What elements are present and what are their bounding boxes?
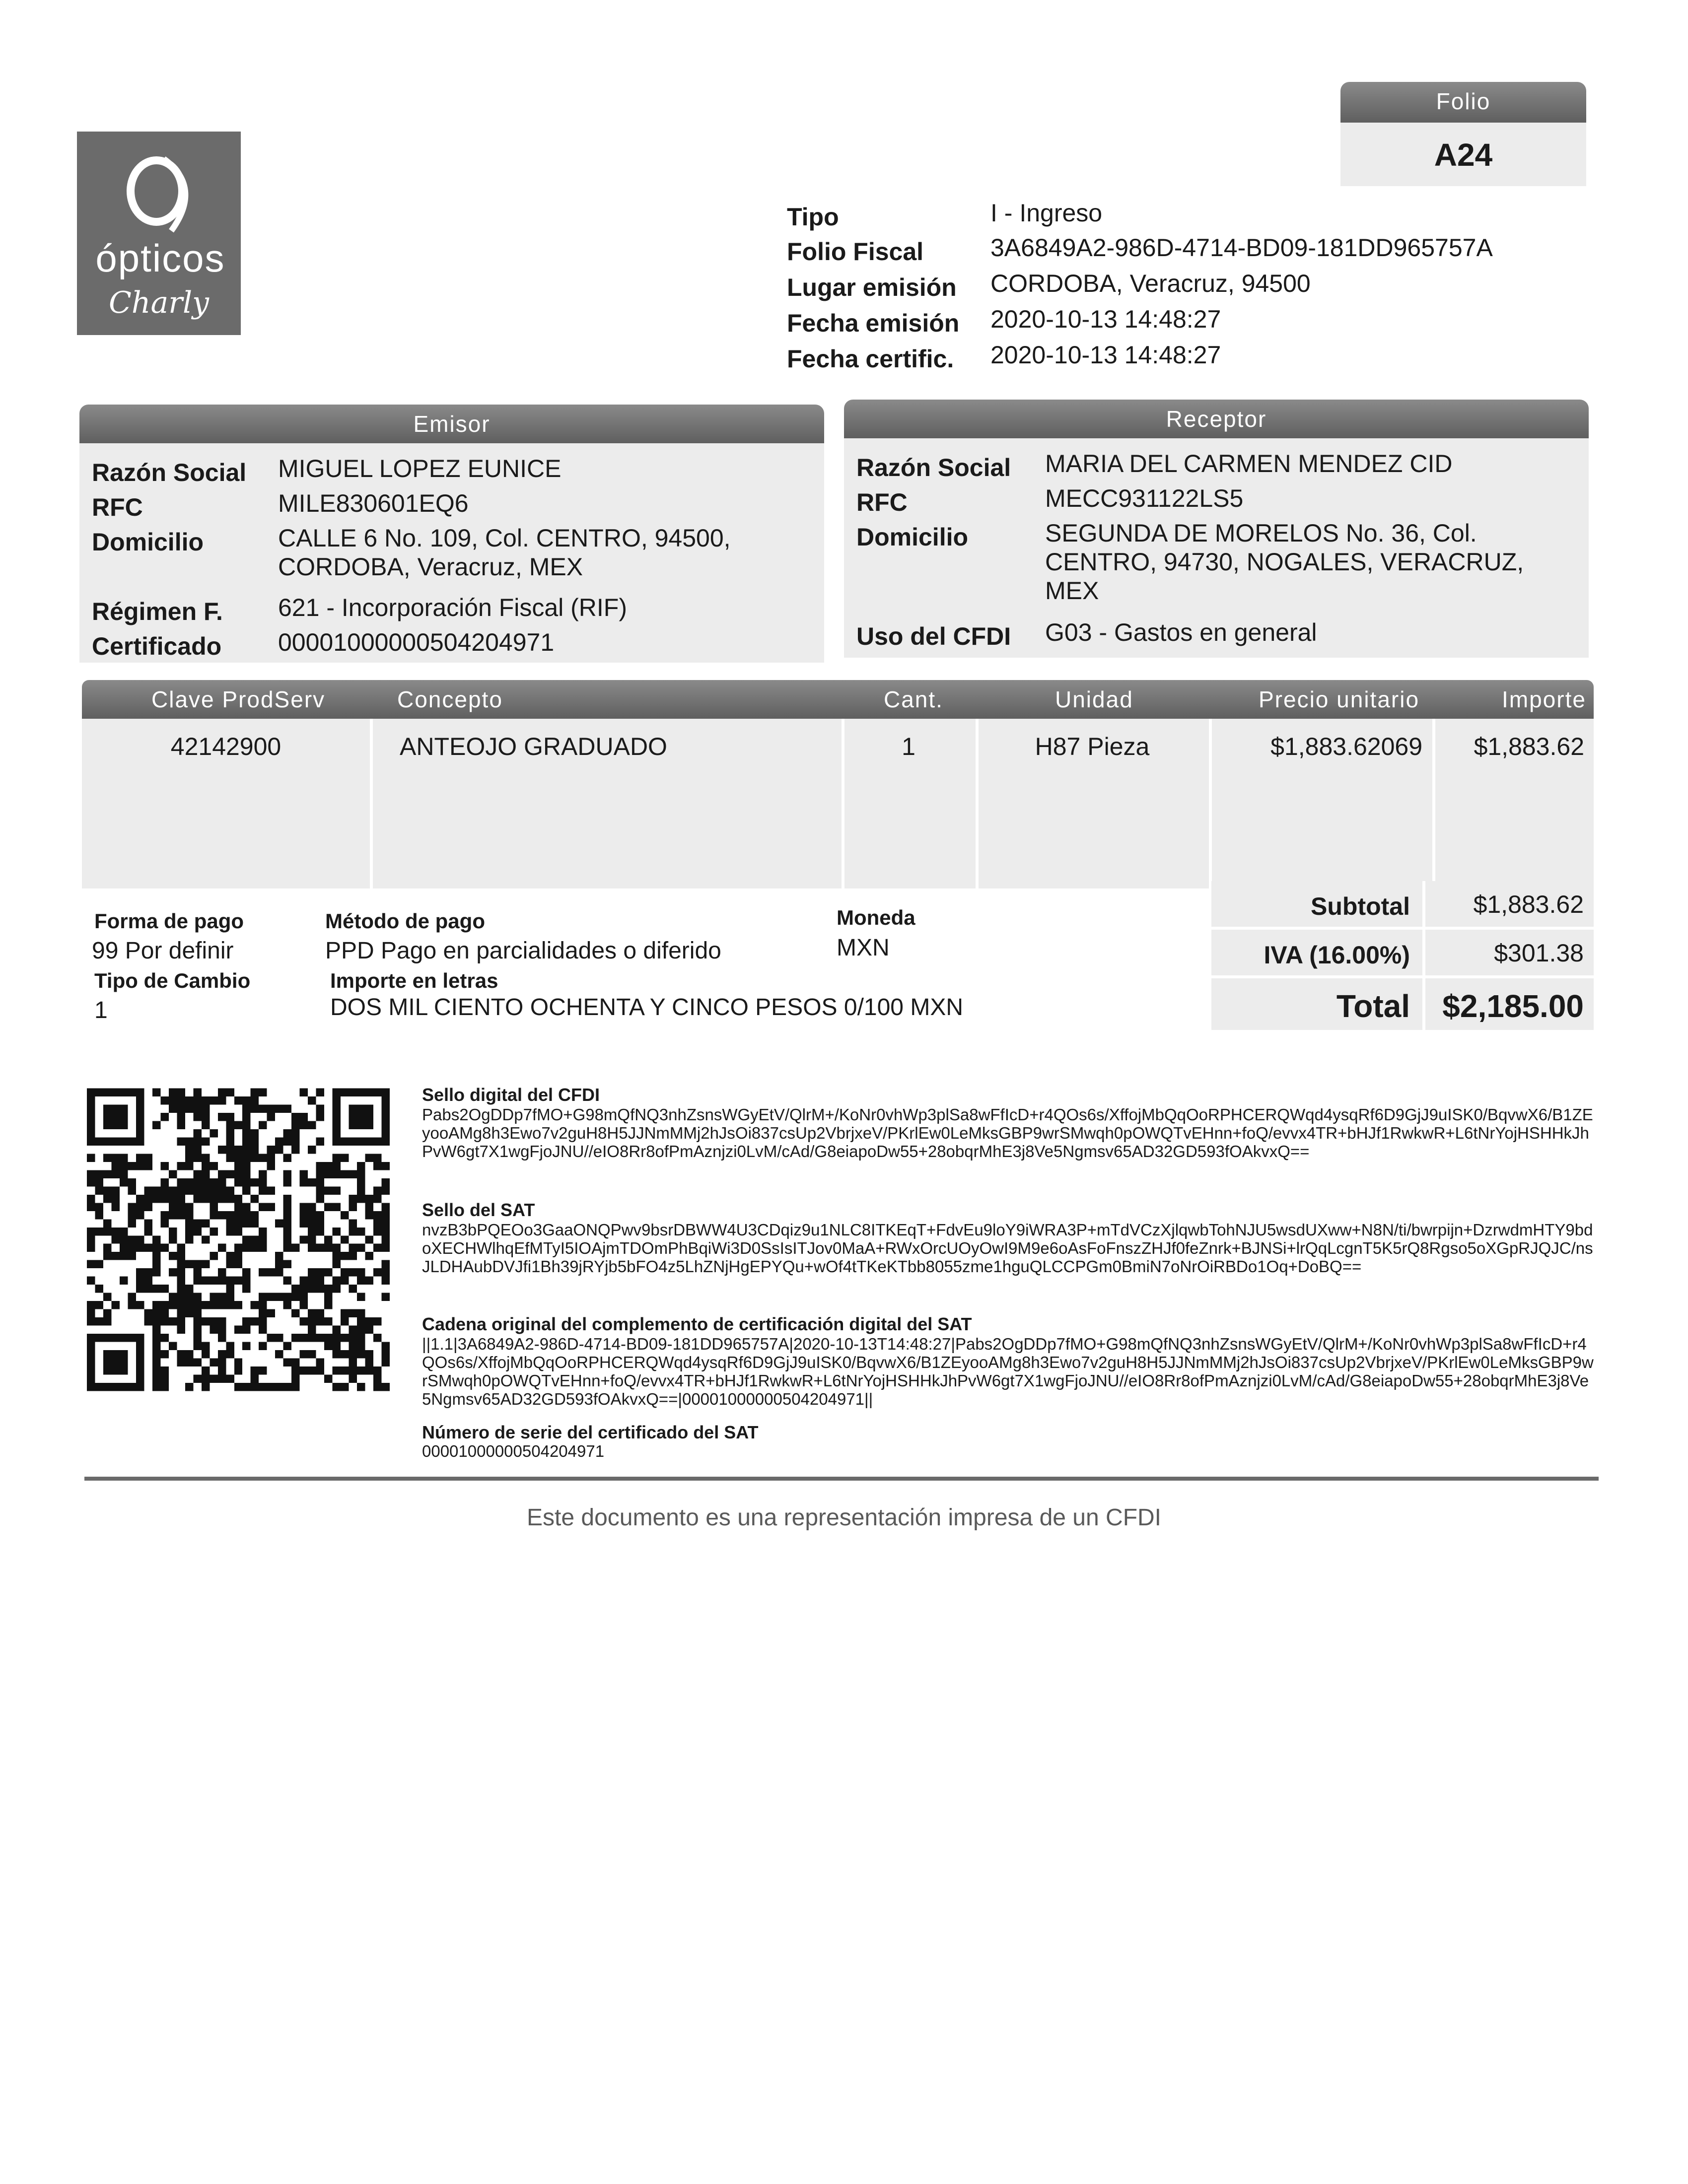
total-label: Total bbox=[1336, 988, 1410, 1024]
totals-box bbox=[1211, 881, 1594, 1030]
col-header-clave: Clave ProdServ bbox=[151, 686, 326, 712]
receptor-domicilio-value: SEGUNDA DE MORELOS No. 36, Col. CENTRO, 94730, NOGALES, VERACRUZ, MEX bbox=[1045, 519, 1524, 605]
cell-clave: 42142900 bbox=[170, 733, 281, 760]
emisor-razon-label: Razón Social bbox=[92, 459, 247, 486]
col-header-cant: Cant. bbox=[884, 686, 943, 712]
receptor-uso-cfdi-label: Uso del CFDI bbox=[856, 622, 1011, 650]
fecha-emision-value: 2020-10-13 14:48:27 bbox=[990, 305, 1221, 333]
fecha-certific-value: 2020-10-13 14:48:27 bbox=[990, 341, 1221, 369]
logo-word: ópticos bbox=[95, 236, 225, 280]
serie-certificado-value: 00001000000504204971 bbox=[422, 1442, 605, 1460]
items-table bbox=[82, 680, 1594, 888]
col-header-unidad: Unidad bbox=[1055, 686, 1133, 712]
cell-unidad: H87 Pieza bbox=[1035, 733, 1150, 760]
iva-value: $301.38 bbox=[1494, 939, 1584, 967]
emisor-certificado-value: 00001000000504204971 bbox=[278, 628, 555, 656]
metodo-pago-label: Método de pago bbox=[325, 909, 485, 933]
sello-sat-label: Sello del SAT bbox=[422, 1200, 535, 1220]
folio-fiscal-label: Folio Fiscal bbox=[787, 238, 924, 266]
emisor-regimen-value: 621 - Incorporación Fiscal (RIF) bbox=[278, 594, 628, 621]
emisor-domicilio-label: Domicilio bbox=[92, 528, 204, 556]
header-info bbox=[787, 199, 1591, 377]
sello-cfdi-label: Sello digital del CFDI bbox=[422, 1085, 600, 1105]
tipo-label: Tipo bbox=[787, 203, 839, 231]
cell-precio: $1,883.62069 bbox=[1270, 733, 1422, 760]
sello-sat-value: nvzB3bPQEOo3GaaONQPwv9bsrDBWW4U3CDqiz9u1NLC8ITKEqT+FdvEu9loY9iWRA3P+mTdVCzXjlqwbTohNJU5wsdUXww+N8N/ti/bwrpijn+DzrwdmHTY9bdoXECHWlhqEfMTyI5IOAjmTDOmPhBqiWi3D0SsIsITJov0MaA+RWxOrcUOyOwI9M9e6oAsFoFnszZHJf0feZnrk+BJNSi+lrQqLcgnT5K5rQ8Rgso5oXGpRJQJC/nsJLDHAubDVJfi1Bh39jRYjb5bFO4z5LhZNjHgEPYQu+wOf4tTKeKTbb8055zme1hguQLCCPGm0BmiN7oNrOiRBDo1Oq+DoBQ== bbox=[422, 1221, 1593, 1276]
cell-concepto: ANTEOJO GRADUADO bbox=[400, 733, 667, 760]
emisor-title: Emisor bbox=[413, 411, 491, 437]
moneda-value: MXN bbox=[837, 935, 890, 961]
emisor-domicilio-value: CALLE 6 No. 109, Col. CENTRO, 94500, CORDOBA, Veracruz, MEX bbox=[278, 524, 731, 581]
folio-label: Folio bbox=[1436, 88, 1491, 114]
sello-cfdi-value: Pabs2OgDDp7fMO+G98mQfNQ3nhZsnsWGyEtV/QlrM+/KoNr0vhWp3plSa8wFfIcD+r4QOs6s/XffojMbQqOoRPHCERQWqd4ysqRf6D9GjJ9uISK0/BqvwX6/B1ZEyooAMg8h3Ewo7v2guH8H5JJNmMMj2hJsOi837csUp2VbrjxeV/PKrlEw0LeMksGBP9wrSMwqh0pOWQTvEHnn+foQ/evvx4TR+bHJf1RwkwR+L6tNrYojHSHHkJhPvW6gt7X1wgFjoJNU//eIO8Rr8ofPmAznjzi0LvM/cAd/G8eiapoDw55+28obqrMhE3j8Ve5Ngmsv65AD32GD593fOAkvxQ== bbox=[422, 1105, 1593, 1160]
importe-letras-label: Importe en letras bbox=[330, 969, 498, 992]
tipo-value: I - Ingreso bbox=[990, 199, 1103, 227]
total-value: $2,185.00 bbox=[1442, 988, 1584, 1024]
qr-code bbox=[87, 1087, 390, 1392]
col-header-concepto: Concepto bbox=[397, 686, 503, 712]
lugar-emision-label: Lugar emisión bbox=[787, 273, 957, 301]
footer-note: Este documento es una representación impresa de un CFDI bbox=[526, 1504, 1162, 1531]
fecha-emision-label: Fecha emisión bbox=[787, 309, 960, 337]
table-row bbox=[82, 732, 1594, 767]
col-header-precio: Precio unitario bbox=[1259, 686, 1420, 712]
serie-certificado-label: Número de serie del certificado del SAT bbox=[422, 1422, 759, 1442]
folio-box bbox=[1340, 82, 1586, 186]
moneda-label: Moneda bbox=[837, 906, 915, 929]
forma-pago-label: Forma de pago bbox=[94, 909, 244, 933]
folio-value: A24 bbox=[1434, 137, 1493, 173]
iva-label: IVA (16.00%) bbox=[1264, 941, 1410, 969]
col-header-importe: Importe bbox=[1502, 686, 1586, 712]
folio-fiscal-value: 3A6849A2-986D-4714-BD09-181DD965757A bbox=[990, 234, 1493, 262]
logo-script: Charly bbox=[108, 285, 210, 320]
emisor-rfc-value: MILE830601EQ6 bbox=[278, 489, 469, 517]
receptor-razon-label: Razón Social bbox=[856, 454, 1011, 481]
cell-importe: $1,883.62 bbox=[1474, 733, 1584, 760]
receptor-rfc-value: MECC931122LS5 bbox=[1045, 484, 1244, 512]
payment-info bbox=[92, 903, 1184, 1037]
subtotal-label: Subtotal bbox=[1311, 892, 1410, 920]
receptor-title: Receptor bbox=[1166, 406, 1267, 432]
footer-divider bbox=[84, 1477, 1599, 1481]
digital-stamps bbox=[422, 1085, 1594, 1462]
company-logo bbox=[77, 132, 241, 335]
tipo-cambio-label: Tipo de Cambio bbox=[94, 969, 251, 992]
logo-mark-icon bbox=[117, 144, 201, 238]
cadena-original-label: Cadena original del complemento de certificación digital del SAT bbox=[422, 1314, 972, 1334]
metodo-pago-value: PPD Pago en parcialidades o diferido bbox=[325, 938, 721, 964]
emisor-certificado-label: Certificado bbox=[92, 632, 222, 660]
emisor-regimen-label: Régimen F. bbox=[92, 598, 223, 625]
lugar-emision-value: CORDOBA, Veracruz, 94500 bbox=[990, 270, 1311, 297]
fecha-certific-label: Fecha certific. bbox=[787, 345, 954, 373]
receptor-domicilio-label: Domicilio bbox=[856, 523, 969, 551]
importe-letras-value: DOS MIL CIENTO OCHENTA Y CINCO PESOS 0/100 MXN bbox=[330, 994, 963, 1021]
receptor-rfc-label: RFC bbox=[856, 488, 908, 516]
emisor-razon-value: MIGUEL LOPEZ EUNICE bbox=[278, 455, 562, 482]
cadena-original-value: ||1.1|3A6849A2-986D-4714-BD09-181DD965757A|2020-10-13T14:48:27|Pabs2OgDDp7fMO+G98mQfNQ3nhZsnsWGyEtV/QlrM+/KoNr0vhWp3plSa8wFfIcD+r4QOs6s/XffojMbQqOoRPHCERQWqd4ysqRf6D9GjJ9uISK0/BqvwX6/B1ZEyooAMg8h3Ewo7v2guH8H5JJNmMMj2hJsOi837csUp2VbrjxeV/PKrlEw0LeMksGBP9wrSMwqh0pOWQTvEHnn+foQ/evvx4TR+bHJf1RwkwR+L6tNrYojHSHHkJhPvW6gt7X1wgFjoJNU//eIO8Rr8ofPmAznjzi0LvM/cAd/G8eiapoDw55+28obqrMhE3j8Ve5Ngmsv65AD32GD593fOAkvxQ==|00001000000504204971|| bbox=[422, 1335, 1594, 1408]
receptor-razon-value: MARIA DEL CARMEN MENDEZ CID bbox=[1045, 450, 1453, 478]
forma-pago-value: 99 Por definir bbox=[92, 938, 234, 964]
cell-cant: 1 bbox=[902, 733, 915, 760]
subtotal-value: $1,883.62 bbox=[1473, 890, 1584, 918]
receptor-uso-cfdi-value: G03 - Gastos en general bbox=[1045, 618, 1317, 646]
tipo-cambio-value: 1 bbox=[94, 997, 108, 1024]
emisor-section bbox=[79, 405, 824, 663]
emisor-rfc-label: RFC bbox=[92, 493, 143, 521]
receptor-section bbox=[844, 400, 1589, 658]
